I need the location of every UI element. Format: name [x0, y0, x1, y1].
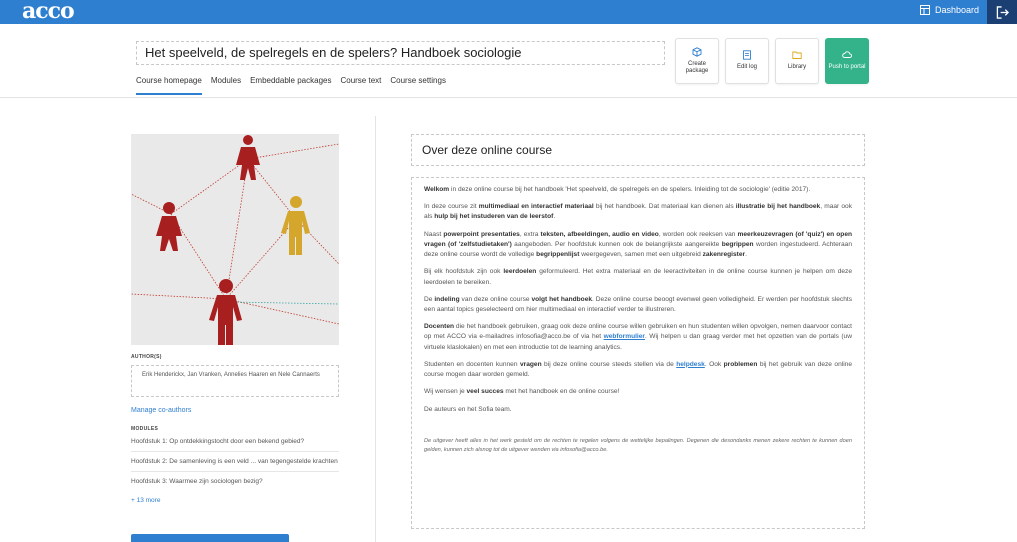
course-header [0, 24, 1017, 98]
logout-icon [996, 6, 1009, 19]
dashboard-label: Dashboard [934, 5, 979, 15]
create-package-label: Create package [685, 60, 709, 74]
module-item[interactable]: Hoofdstuk 2: De samenleving is een veld ... van tegengestelde krachten [131, 452, 339, 472]
authors-field[interactable]: Erik Henderickx, Jan Vranken, Annelies Haaren en Nele Cannaerts [131, 365, 339, 397]
edit-log-button[interactable] [725, 38, 769, 84]
column-divider [375, 116, 376, 542]
tab-course-homepage[interactable]: Course homepage [136, 76, 202, 95]
about-heading[interactable]: Over deze online course [411, 134, 865, 166]
course-tabs [136, 76, 446, 95]
helpdesk-link[interactable]: helpdesk [676, 360, 705, 368]
tab-course-text[interactable]: Course text [340, 76, 382, 85]
about-paragraph: Welkom in deze online course bij het handboek 'Het speelveld, de spelregels en de spelers. Inleiding tot de sociologie' (editie 2017). [424, 186, 811, 193]
push-to-portal-label: Push to portal [828, 64, 866, 71]
course-title[interactable]: Het speelveld, de spelregels en de spelers? Handboek sociologie [136, 41, 665, 65]
about-paragraph: In deze course zit multimediaal en interactief materiaal bij het handboek. Dat materiaal kan dienen als illustratie bij het handboek, maar ook als hulp bij het instuderen van de leerstof. [424, 203, 853, 221]
dashboard-link[interactable] [920, 5, 979, 15]
cloud-icon [842, 50, 852, 60]
acco-logo[interactable]: acco [22, 0, 74, 24]
create-package-button[interactable] [675, 38, 719, 84]
about-paragraph: Docenten die het handboek gebruiken, graag ook deze online course willen gebruiken en hun studenten willen opvolgen, nemen daarvoor contact op met ACCO via e-mailadres infosofia@acco.be of via het webformulier. Wij helpen u dan graag verder met het opzetten van de portals (uw virtuele klaslokalen) en met een introductie tot de learning analytics. [424, 323, 852, 351]
about-paragraph: Wij wensen je veel succes met het handboek en de online course! [424, 388, 620, 396]
modules-label: MODULES [131, 426, 159, 432]
more-modules-link[interactable]: + 13 more [131, 497, 161, 505]
about-text[interactable] [411, 177, 865, 529]
top-bar [0, 0, 1017, 24]
library-button[interactable] [775, 38, 819, 84]
dashboard-icon [920, 5, 930, 15]
authors-label: AUTHOR(S) [131, 354, 162, 360]
about-signature: De auteurs en het Sofia team. [424, 405, 512, 413]
about-paragraph: Bij elk hoofdstuk zijn ook leerdoelen geformuleerd. Het extra materiaal en de leeractiviteiten in de online course kunnen je helpen om deze leerdoelen te bereiken. [424, 268, 852, 286]
package-icon [692, 47, 702, 57]
edit-log-label: Edit log [736, 64, 757, 71]
module-item[interactable]: Hoofdstuk 3: Waarmee zijn sociologen bezig? [131, 478, 263, 486]
disclaimer-text: De uitgever heeft alles in het werk gesteld om de rechten te regelen volgens de wettelijke bepalingen. Degenen die desondanks menen zekere rechten te kunnen doen gelden, kunnen zich alsnog tot de uitgever wenden via infosofia@acco.be. [424, 437, 852, 453]
webformulier-link[interactable]: webformulier [603, 333, 645, 341]
edit-log-icon [742, 50, 752, 60]
module-item[interactable]: Hoofdstuk 1: Op ontdekkingstocht door een bekend gebied? [131, 432, 339, 452]
about-paragraph: De indeling van deze online course volgt het handboek. Deze online course beoogt evenwel geen volledigheid. Er werden per hoofdstuk slechts een aantal topics geselecteerd om hier multimediaal en interactief verder te illustreren. [424, 295, 853, 313]
people-network-illustration [131, 134, 339, 345]
course-cover-image [131, 134, 339, 345]
push-to-portal-button[interactable] [825, 38, 869, 84]
library-label: Library [787, 64, 807, 71]
course-sidebar [131, 134, 339, 504]
about-paragraph: Naast powerpoint presentaties, extra teksten, afbeeldingen, audio en video, worden ook reeksen van meerkeuzevragen (of 'quiz') en open vragen (of 'zelfstudietaken') aangeboden. Per hoofdstuk kunnen ook de belangrijkste aangereikte begrippen worden ingestudeerd. Achteraan deze online course wordt de volledige begrippenlijst weergegeven, samen met een uitgebreid zakenregister. [424, 230, 853, 259]
tab-embeddable-packages[interactable]: Embeddable packages [250, 76, 332, 85]
manage-co-authors-link[interactable]: Manage co-authors [131, 407, 192, 414]
action-buttons [675, 38, 869, 84]
logout-button[interactable] [987, 0, 1017, 24]
about-paragraph: Studenten en docenten kunnen vragen bij deze online course steeds stellen via de helpdesk. Ook problemen bij het gebruik van deze online course mogen daar worden gemeld. [424, 360, 853, 379]
tab-course-settings[interactable]: Course settings [390, 76, 446, 85]
folder-icon [792, 50, 802, 60]
sidebar-bottom-button[interactable] [131, 534, 289, 542]
tab-modules[interactable]: Modules [210, 76, 242, 85]
